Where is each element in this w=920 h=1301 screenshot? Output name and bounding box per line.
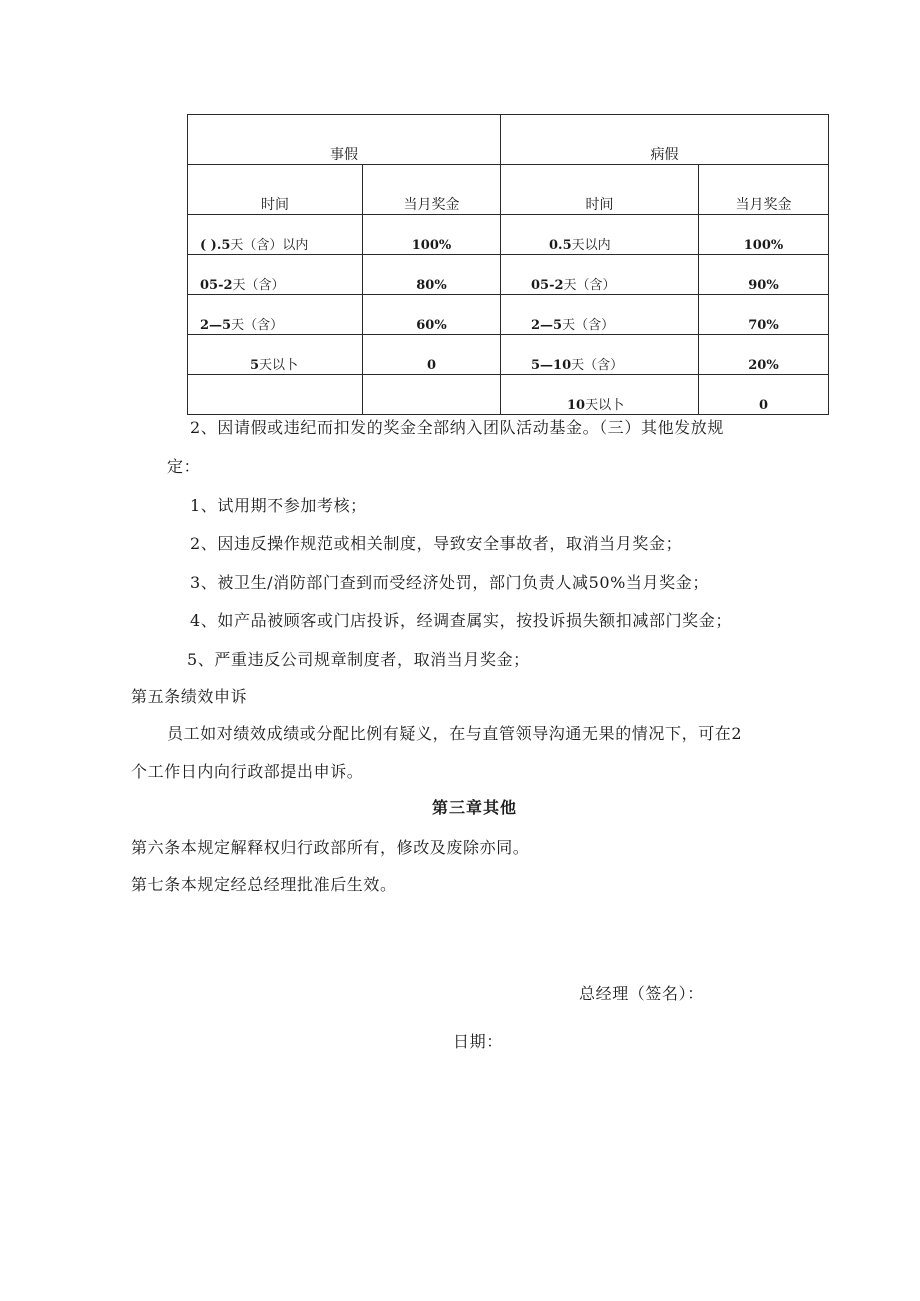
time-unit: 天（含） [571,358,624,373]
sick-time-cell [501,255,699,295]
rule2-text-line2: 定： [167,457,201,476]
time-number: 05-2 [200,278,233,293]
time-number: 5 [250,358,260,373]
rule-item-3: 3、被卫生/消防部门查到而受经济处罚，部门负责人减50%当月奖金； [190,573,709,592]
time-unit: 天（含） [232,278,285,293]
table-row [188,215,829,255]
header-sick-bonus: 当月奖金 [699,165,829,215]
personal-bonus-cell: 0 [363,335,501,375]
sick-time-cell [501,295,699,335]
signature-label: 总经理（签名）： [579,984,704,1003]
sick-time-cell [501,215,699,255]
time-unit: 天以卜 [259,358,299,373]
personal-time-cell [188,335,363,375]
personal-bonus-cell [363,375,501,415]
table-row [188,335,829,375]
sick-bonus-cell: 90% [699,255,829,295]
sick-bonus-cell: 100% [699,215,829,255]
sick-time-cell [501,335,699,375]
table-header-row [188,165,829,215]
article5-text-line2: 个工作日内向行政部提出申诉。 [131,762,364,781]
date-label: 日期： [453,1032,503,1051]
header-personal-time: 时间 [188,165,363,215]
group-personal-leave: 事假 [188,115,501,165]
sick-bonus-cell: 0 [699,375,829,415]
rule-item-4: 4、如产品被顾客或门店投诉，经调查属实，按投诉损失额扣减部门奖金； [190,611,732,630]
article6-text: 第六条本规定解释权归行政部所有，修改及废除亦同。 [131,838,530,857]
time-number: 10 [567,398,586,413]
rule-item-5: 5、严重违反公司规章制度者，取消当月奖金； [187,650,530,669]
time-unit: 天以卜 [585,398,625,413]
personal-bonus-cell: 80% [363,255,501,295]
article5-title: 第五条绩效申诉 [131,687,248,706]
chapter3-title: 第三章其他 [432,798,518,817]
rule-item-2: 2、因违反操作规范或相关制度，导致安全事故者，取消当月奖金； [190,534,683,553]
article7-text: 第七条本规定经总经理批准后生效。 [131,875,397,894]
personal-time-cell [188,215,363,255]
rule2-text-line1: 2、因请假或违纪而扣发的奖金全部纳入团队活动基金。（三）其他发放规 [190,418,724,437]
leave-bonus-table [187,114,829,415]
table-row [188,295,829,335]
rule-item-1: 1、试用期不参加考核； [190,496,367,515]
sick-time-cell [501,375,699,415]
time-unit: 天（含） [231,318,284,333]
table-row [188,375,829,415]
time-unit: 天（含）以内 [230,238,309,253]
time-number: 2—5 [200,318,232,333]
time-unit: 天（含） [563,278,616,293]
personal-bonus-cell: 60% [363,295,501,335]
time-number: 2—5 [531,318,563,333]
time-number: 5—10 [531,358,572,373]
time-unit: 天以内 [571,238,611,253]
time-number: 05-2 [531,278,564,293]
article5-text-line1: 员工如对绩效成绩或分配比例有疑义，在与直管领导沟通无果的情况下，可在2 [167,724,743,743]
table-group-row [188,115,829,165]
table-row [188,255,829,295]
time-number: ( ).5 [200,238,231,253]
sick-bonus-cell: 20% [699,335,829,375]
personal-time-cell [188,375,363,415]
header-personal-bonus: 当月奖金 [363,165,501,215]
personal-time-cell [188,255,363,295]
personal-time-cell [188,295,363,335]
header-sick-time: 时间 [501,165,699,215]
time-number: 0.5 [549,238,572,253]
group-sick-leave: 病假 [501,115,829,165]
sick-bonus-cell: 70% [699,295,829,335]
time-unit: 天（含） [562,318,615,333]
personal-bonus-cell: 100% [363,215,501,255]
